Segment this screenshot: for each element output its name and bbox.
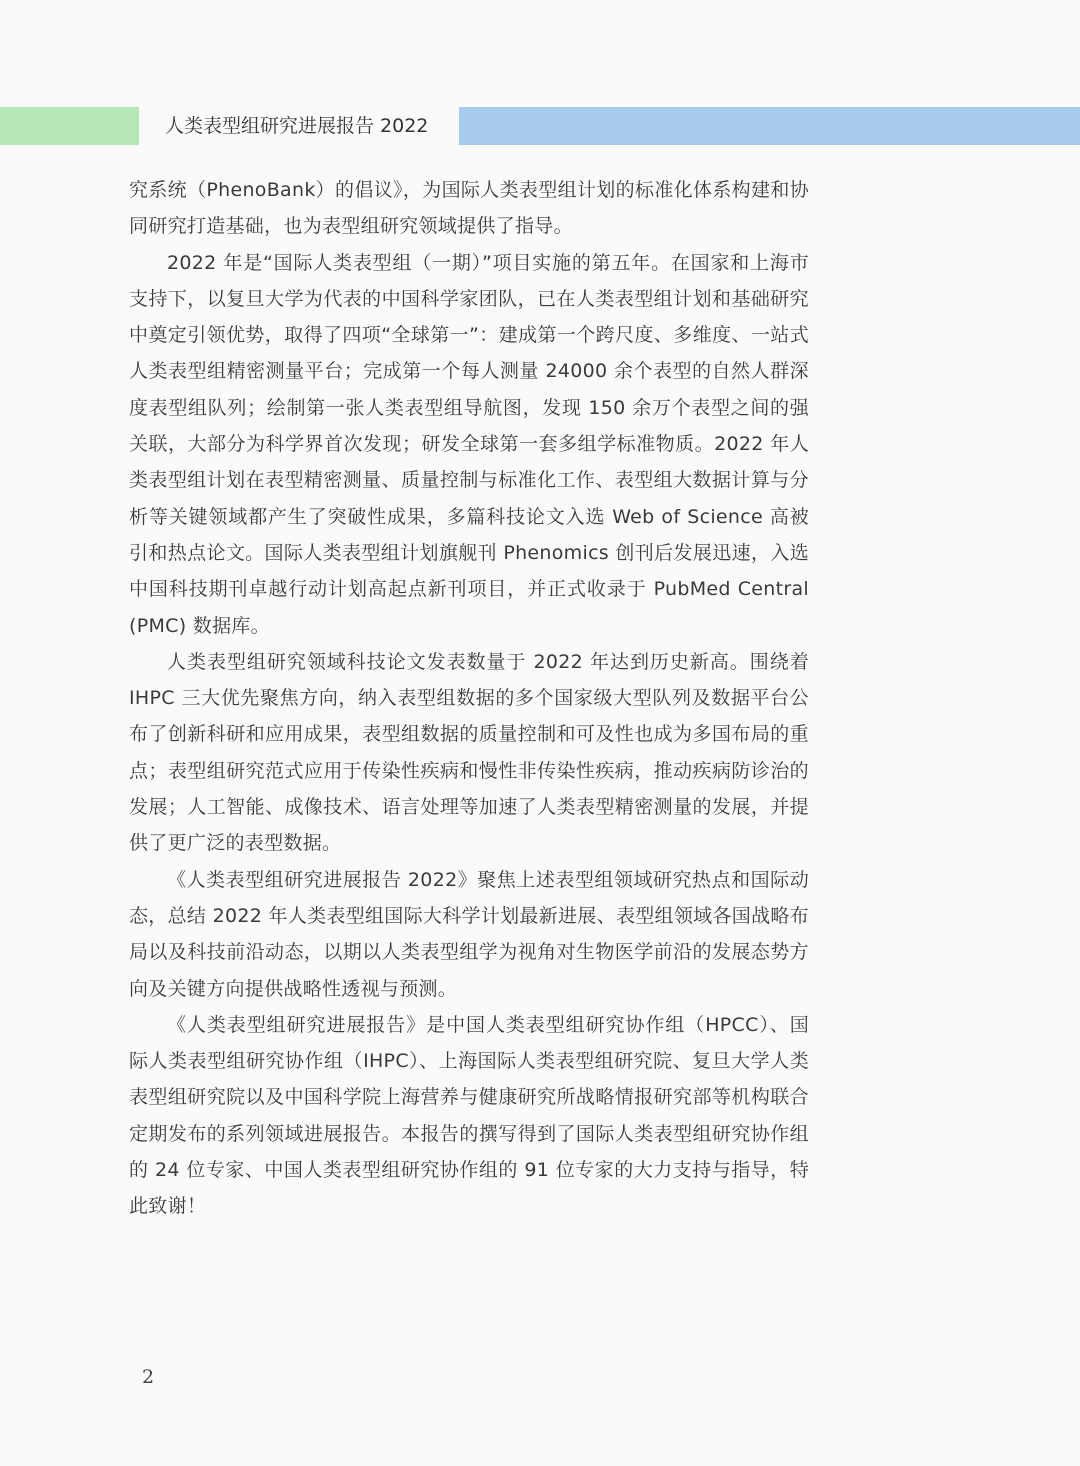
page-number: 2 [142, 1366, 155, 1388]
running-header [0, 107, 1080, 145]
header-title: 人类表型组研究进展报告 2022 [165, 115, 429, 137]
paragraph-continued: 究系统（PhenoBank）的倡议》，为国际人类表型组计划的标准化体系构建和协同研究打造基础，也为表型组研究领域提供了指导。 [129, 179, 809, 238]
body-text [129, 172, 809, 1225]
paragraph: 《人类表型组研究进展报告 2022》聚焦上述表型组领域研究热点和国际动态，总结 2022 年人类表型组国际大科学计划最新进展、表型组领域各国战略布局以及科技前沿动态，以期以人类表型组学为视角对生物医学前沿的发展态势方向及关键方向提供战略性透视与预测。 [129, 868, 809, 1000]
header-green-bar [0, 107, 139, 145]
paragraph: 2022 年是“国际人类表型组（一期）”项目实施的第五年。在国家和上海市支持下，以复旦大学为代表的中国科学家团队，已在人类表型组计划和基础研究中奠定引领优势，取得了四项“全球第一”：建成第一个跨尺度、多维度、一站式人类表型组精密测量平台；完成第一个每人测量 24000 余个表型的自然人群深度表型组队列；绘制第一张人类表型组导航图，发现 150 余万个表型之间的强关联，大部分为科学界首次发现；研发全球第一套多组学标准物质。2022 年人类表型组计划在表型精密测量、质量控制与标准化工作、表型组大数据计算与分析等关键领域都产生了突破性成果，多篇科技论文入选 Web of Science 高被引和热点论文。国际人类表型组计划旗舰刊 Phenomics 创刊后发展迅速，入选中国科技期刊卓越行动计划高起点新刊项目，并正式收录于 PubMed Central (PMC) 数据库。 [129, 251, 809, 637]
header-blue-bar [459, 107, 1080, 145]
paragraph: 人类表型组研究领域科技论文发表数量于 2022 年达到历史新高。围绕着 IHPC 三大优先聚焦方向，纳入表型组数据的多个国家级大型队列及数据平台公布了创新科研和应用成果，表型组数据的质量控制和可及性也成为多国布局的重点；表型组研究范式应用于传染性疾病和慢性非传染性疾病，推动疾病防诊治的发展；人工智能、成像技术、语言处理等加速了人类表型精密测量的发展，并提供了更广泛的表型数据。 [129, 650, 809, 855]
paragraph: 《人类表型组研究进展报告》是中国人类表型组研究协作组（HPCC）、国际人类表型组研究协作组（IHPC）、上海国际人类表型组研究院、复旦大学人类表型组研究院以及中国科学院上海营养与健康研究所战略情报研究部等机构联合定期发布的系列领域进展报告。本报告的撰写得到了国际人类表型组研究协作组的 24 位专家、中国人类表型组研究协作组的 91 位专家的大力支持与指导，特此致谢！ [129, 1013, 809, 1218]
